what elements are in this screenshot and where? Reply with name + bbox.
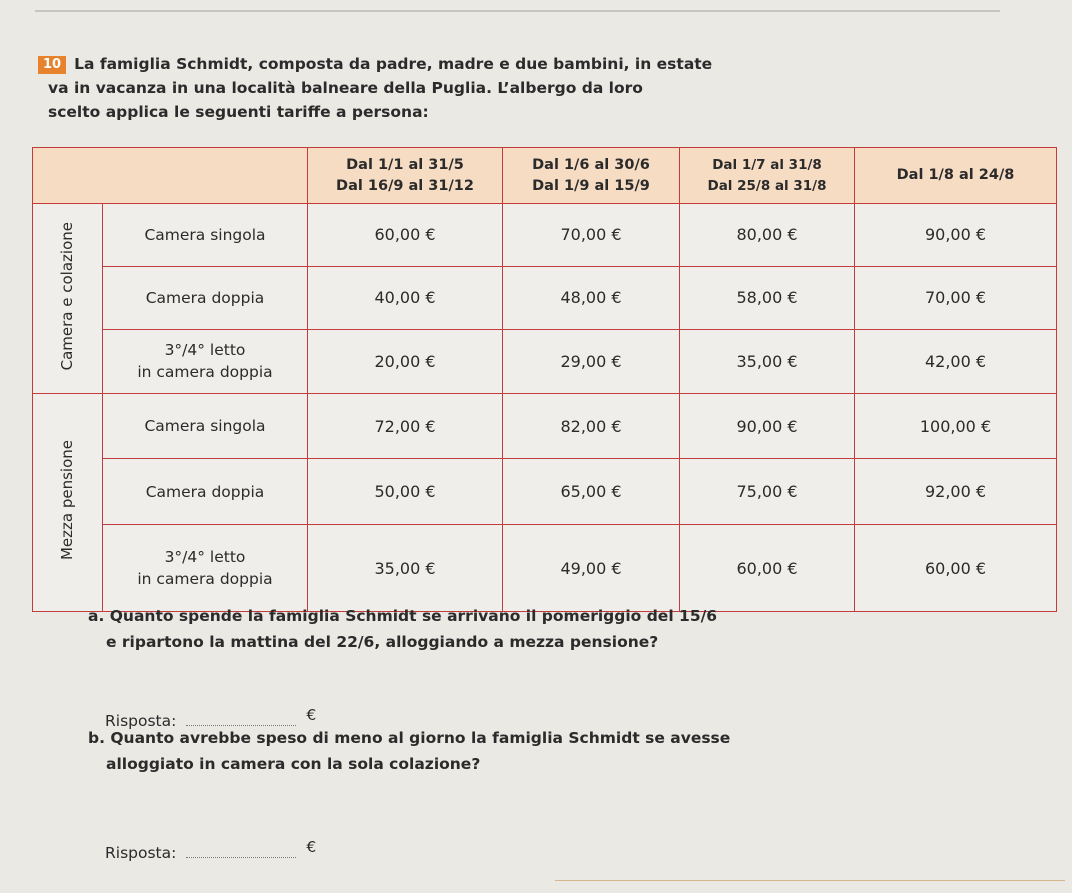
price-cell: 35,00 € — [308, 525, 503, 612]
answer-a-currency: € — [306, 706, 317, 724]
answer-a-label: Risposta: — [105, 712, 177, 730]
group-label-colazione: Camera e colazione — [33, 204, 103, 394]
answer-b — [105, 838, 316, 862]
price-cell: 100,00 € — [855, 393, 1057, 459]
exercise-line-1-text: La famiglia Schmidt, composta da padre, madre e due bambini, in estate — [74, 55, 713, 73]
price-cell: 58,00 € — [680, 266, 855, 330]
answer-b-label: Risposta: — [105, 844, 177, 862]
row-label: Camera singola — [103, 204, 308, 267]
table-row — [33, 459, 1057, 525]
table-row — [33, 393, 1057, 459]
header-corner — [33, 148, 308, 204]
top-rule — [35, 10, 1000, 12]
price-cell: 92,00 € — [855, 459, 1057, 525]
header-period-2: Dal 1/6 al 30/6 Dal 1/9 al 15/9 — [503, 148, 680, 204]
price-cell: 65,00 € — [503, 459, 680, 525]
price-cell: 70,00 € — [855, 266, 1057, 330]
question-a-line-2: e ripartono la mattina del 22/6, alloggiando a mezza pensione? — [106, 633, 659, 651]
row-label: 3°/4° letto in camera doppia — [103, 330, 308, 394]
question-b-line-1: b. Quanto avrebbe speso di meno al giorno la famiglia Schmidt se avesse — [88, 729, 731, 747]
row-label: Camera singola — [103, 393, 308, 459]
question-a — [88, 603, 788, 655]
price-cell: 72,00 € — [308, 393, 503, 459]
price-cell: 60,00 € — [855, 525, 1057, 612]
exercise-line-3: scelto applica le seguenti tariffe a persona: — [48, 103, 429, 121]
table-row — [33, 330, 1057, 394]
header-period-1: Dal 1/1 al 31/5 Dal 16/9 al 31/12 — [308, 148, 503, 204]
price-cell: 75,00 € — [680, 459, 855, 525]
bottom-rule — [555, 880, 1065, 881]
price-cell: 35,00 € — [680, 330, 855, 394]
exercise-number-badge: 10 — [38, 56, 66, 74]
table-row — [33, 266, 1057, 330]
price-cell: 48,00 € — [503, 266, 680, 330]
answer-b-blank[interactable] — [186, 843, 296, 858]
price-cell: 42,00 € — [855, 330, 1057, 394]
header-period-4: Dal 1/8 al 24/8 — [855, 148, 1057, 204]
price-cell: 49,00 € — [503, 525, 680, 612]
question-a-line-1: a. Quanto spende la famiglia Schmidt se arrivano il pomeriggio del 15/6 — [88, 607, 718, 625]
row-label: Camera doppia — [103, 459, 308, 525]
answer-a-blank[interactable] — [186, 711, 296, 726]
price-cell: 80,00 € — [680, 204, 855, 267]
exercise-line-2: va in vacanza in una località balneare della Puglia. L’albergo da loro — [48, 79, 643, 97]
question-b-line-2: alloggiato in camera con la sola colazione? — [106, 755, 481, 773]
exercise-text — [38, 52, 1018, 124]
table-row — [33, 204, 1057, 267]
row-label: 3°/4° letto in camera doppia — [103, 525, 308, 612]
price-cell: 20,00 € — [308, 330, 503, 394]
price-cell: 40,00 € — [308, 266, 503, 330]
header-period-3: Dal 1/7 al 31/8 Dal 25/8 al 31/8 — [680, 148, 855, 204]
price-cell: 90,00 € — [855, 204, 1057, 267]
price-cell: 70,00 € — [503, 204, 680, 267]
price-cell: 50,00 € — [308, 459, 503, 525]
price-cell: 60,00 € — [680, 525, 855, 612]
table-row — [33, 525, 1057, 612]
price-cell: 29,00 € — [503, 330, 680, 394]
exercise-line-1 — [38, 52, 1018, 76]
row-label: Camera doppia — [103, 266, 308, 330]
answer-b-currency: € — [306, 838, 317, 856]
rates-table — [32, 147, 1057, 612]
header-row — [33, 148, 1057, 204]
price-cell: 60,00 € — [308, 204, 503, 267]
question-b — [88, 725, 788, 777]
price-cell: 82,00 € — [503, 393, 680, 459]
group-label-mezza-pensione: Mezza pensione — [33, 393, 103, 611]
price-cell: 90,00 € — [680, 393, 855, 459]
